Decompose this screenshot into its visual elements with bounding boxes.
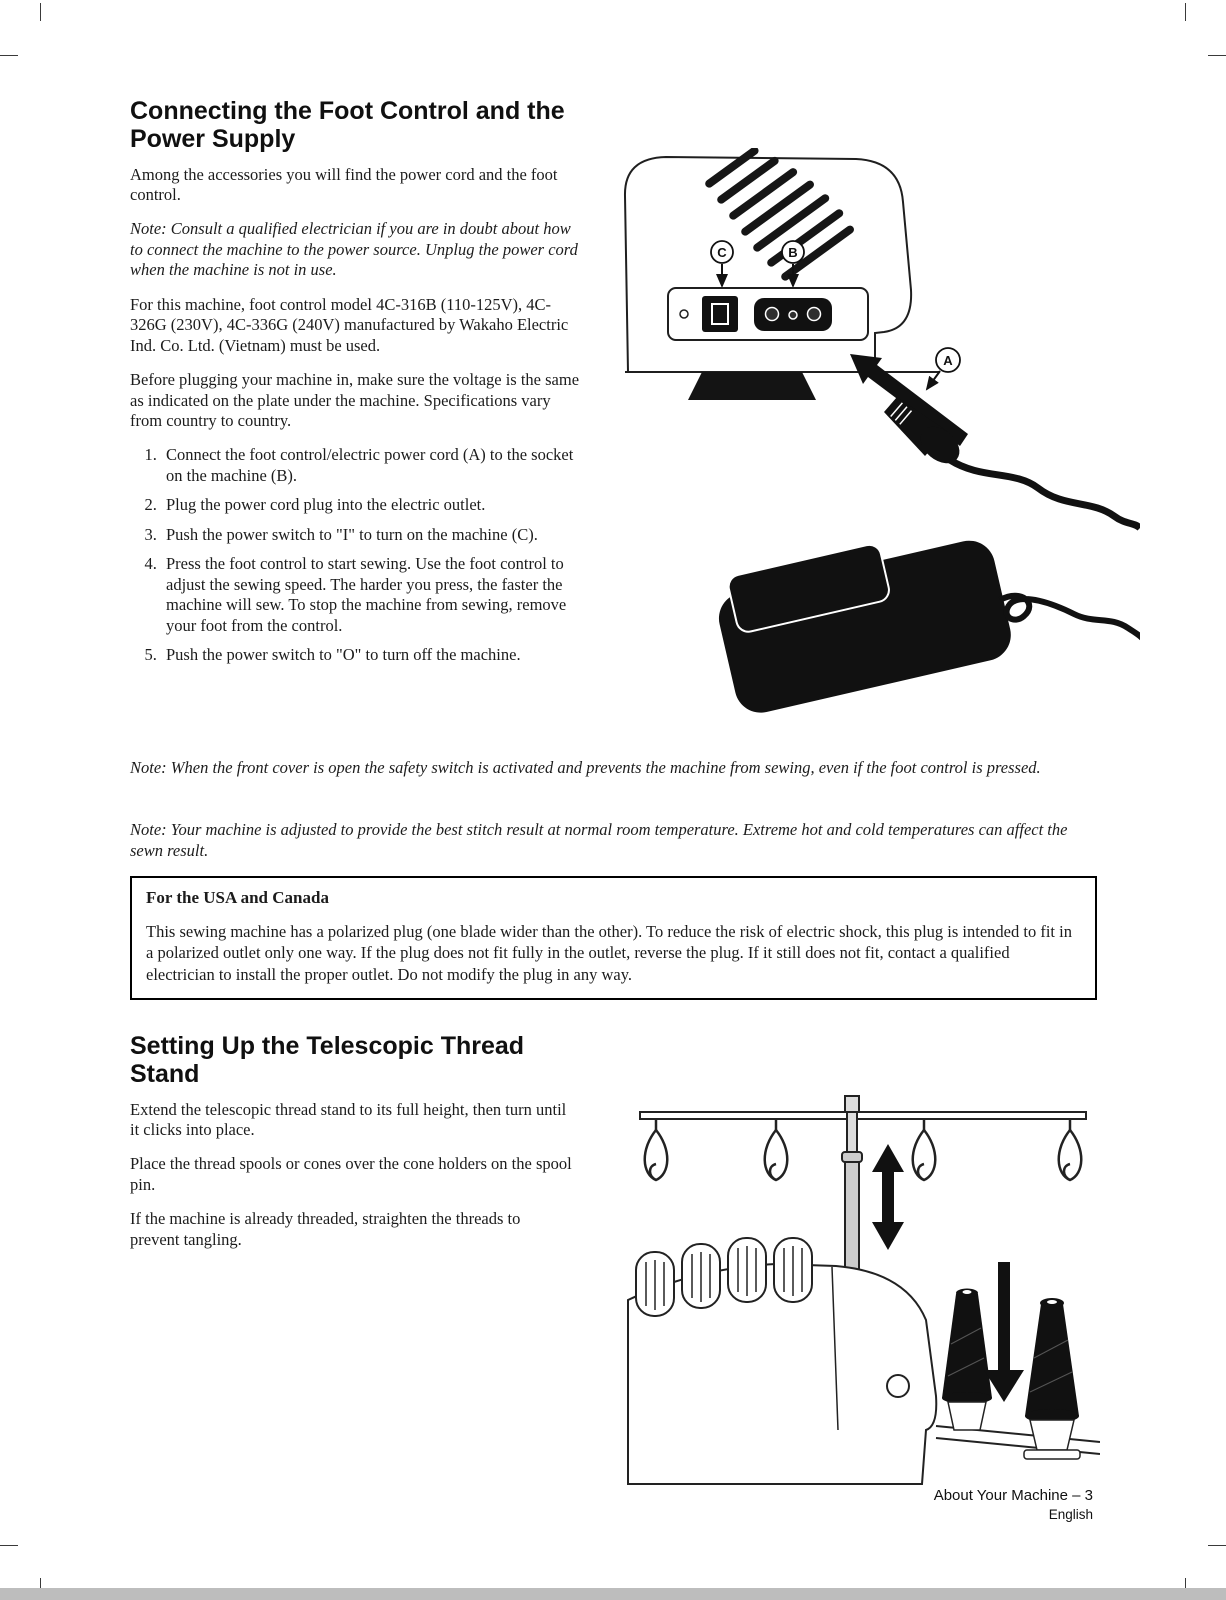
crop-mark-bottom-right-h <box>1208 1545 1226 1546</box>
power-switch <box>702 296 738 332</box>
power-socket <box>754 298 832 331</box>
svg-text:B: B <box>788 245 798 260</box>
page-footer <box>934 1486 1093 1523</box>
section-title: Connecting the Foot Control and the Power Supply <box>130 97 565 154</box>
section-thread-stand <box>130 1032 572 1264</box>
footer-page-title: About Your Machine – 3 <box>933 1487 1093 1504</box>
machine-base <box>688 372 816 400</box>
safety-switch-note: Note: When the front cover is open the safety switch is activated and prevents the machine from sewing, even if the foot control is pressed. <box>130 758 1041 777</box>
step-switch-off: 5. Push the power switch to "O" to turn off the machine. <box>161 645 582 665</box>
crop-mark-top-right-h <box>1208 55 1226 56</box>
step-press-pedal: 4. Press the foot control to start sewing. Use the foot control to adjust the sewing speed. The harder you press, the faster the machine will sew. To stop the machine from sewing, remove your foot from the control. <box>161 554 582 636</box>
crop-mark-top-left-h <box>0 55 18 56</box>
place-cone-arrow-icon <box>984 1262 1024 1402</box>
intro-paragraph: Among the accessories you will find the power cord and the foot control. <box>130 164 558 204</box>
footer-language: English <box>1048 1506 1093 1522</box>
svg-text:A: A <box>943 353 953 368</box>
model-info-paragraph: For this machine, foot control model 4C-316B (110-125V), 4C-326G (230V), 4C-336G (240V) manufactured by Wakaho Electric Ind. Co. Ltd. (Vietnam) must be used. <box>130 294 569 355</box>
crop-mark-top-left-v <box>40 3 41 21</box>
cone-holder <box>1030 1420 1074 1450</box>
usa-box-title: For the USA and Canada <box>146 888 329 907</box>
usa-box-body: This sewing machine has a polarized plug (one blade wider than the other). To reduce the risk of electric shock, this plug is intended to fit in a polarized outlet only one way. If the plug does not fit fully in the outlet, reverse the plug. If it still does not fit, contact a qualified electrician to install the proper outlet. Do not modify the plug in any way. <box>146 922 1072 984</box>
temperature-note: Note: Your machine is adjusted to provide the best stitch result at normal room temperature. Extreme hot and cold temperatures can affect the sewn result. <box>130 820 1068 860</box>
thread-stand-illustration <box>626 1086 1100 1486</box>
step-plug-outlet: 2. Plug the power cord plug into the electric outlet. <box>161 495 582 515</box>
already-threaded-paragraph: If the machine is already threaded, straighten the threads to prevent tangling. <box>130 1209 521 1249</box>
thread-cone-rear <box>942 1289 992 1431</box>
scan-edge-band <box>0 1588 1226 1600</box>
electrician-note: Note: Consult a qualified electrician if you are in doubt about how to connect the machine to the power source. Unplug the power cord when the machine is not in use. <box>130 219 578 280</box>
setup-steps-list <box>130 445 582 665</box>
extend-paragraph: Extend the telescopic thread stand to its full height, then turn until it clicks into place. <box>130 1099 567 1139</box>
svg-text:C: C <box>717 245 727 260</box>
power-cord <box>950 460 1140 528</box>
pedal-cord <box>1000 596 1140 638</box>
place-spools-paragraph: Place the thread spools or cones over the cone holders on the spool pin. <box>130 1154 572 1194</box>
telescopic-pole <box>842 1096 862 1280</box>
crop-mark-top-right-v <box>1185 3 1186 21</box>
section-foot-control <box>130 97 582 675</box>
step-switch-on: 3. Push the power switch to "I" to turn on the machine (C). <box>161 525 582 545</box>
thread-guide-hooks <box>645 1119 1082 1180</box>
foot-pedal <box>710 518 1016 718</box>
section-title: Setting Up the Telescopic Thread Stand <box>130 1032 525 1089</box>
crop-mark-bottom-left-h <box>0 1545 18 1546</box>
thread-stand-bar <box>640 1112 1086 1119</box>
machine-side-opening <box>887 1375 909 1397</box>
callout-a <box>927 348 960 389</box>
foot-control-illustration <box>618 148 1140 754</box>
usa-canada-box <box>130 876 1097 1000</box>
extend-arrow-icon <box>872 1144 904 1250</box>
voltage-info-paragraph: Before plugging your machine in, make sure the voltage is the same as indicated on the plate under the machine. Specifications vary from country to country. <box>130 370 580 431</box>
step-connect-cord: 1. Connect the foot control/electric power cord (A) to the socket on the machine (B). <box>161 445 582 486</box>
